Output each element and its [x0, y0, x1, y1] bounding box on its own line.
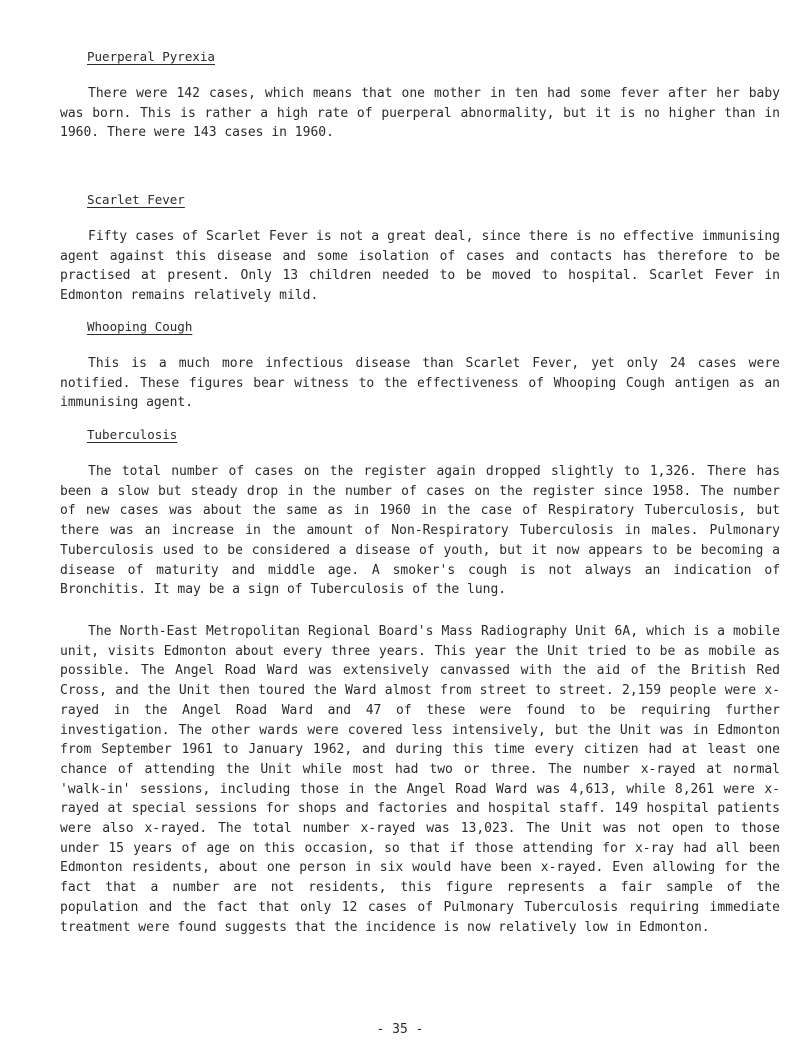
paragraph-tuberculosis-mass-radiography: The North-East Metropolitan Regional Board's Mass Radiography Unit 6A, which is a mobile unit, visits Edmonton about every three years. This year the Unit tried to be as mobile as possible. The Angel Road Ward was extensively canvassed with the aid of the British Red Cross, and the Unit then toured the Ward almost from street to street. 2,159 people were x-rayed in the Angel Road Ward and 47 of these were found to be requiring further investigation. The other wards were covered less intensively, but the Unit was in Edmonton from September 1961 to January 1962, and during this time every citizen had at least one chance of attending the Unit while most had two or three. The number x-rayed at normal 'walk-in' sessions, including those in the Angel Road Ward was 4,613, while 8,261 were x-rayed at special sessions for shops and factories and hospital staff. 149 hospital patients were also x-rayed. The total number x-rayed was 13,023. The Unit was not open to those under 15 years of age on this occasion, so that if those attending for x-ray had all been Edmonton residents, about one person in six would have been x-rayed. Even allowing for the fact that a number are not residents, this figure represents a fair sample of the population and the fact that only 12 cases of Pulmonary Tuberculosis requiring immediate treatment were found suggests that the incidence is now relatively low in Edmonton. — [60, 624, 780, 935]
paragraph-puerperal-pyrexia: There were 142 cases, which means that one mother in ten had some fever after her baby was born. This is rather a high rate of puerperal abnormality, but it is no higher than in 1960. There were 143 cases in 1960. — [60, 86, 780, 141]
heading-puerperal-pyrexia: Puerperal Pyrexia — [87, 49, 215, 64]
heading-tuberculosis: Tuberculosis — [87, 427, 178, 442]
paragraph-scarlet-fever: Fifty cases of Scarlet Fever is not a great deal, since there is no effective immunising agent against this disease and some isolation of cases and contacts has therefore to be practised at present. Only 13 children needed to be moved to hospital. Scarlet Fever in Edmonton remains relatively mild. — [60, 229, 780, 304]
heading-scarlet-fever: Scarlet Fever — [87, 192, 185, 207]
paragraph-whooping-cough: This is a much more infectious disease than Scarlet Fever, yet only 24 cases were notified. These figures bear witness to the effectiveness of Whooping Cough antigen as an immunising agent. — [60, 356, 780, 411]
paragraph-tuberculosis-register: The total number of cases on the register again dropped slightly to 1,326. There has been a slow but steady drop in the number of cases on the register since 1958. The number of new cases was about the same as in 1960 in the case of Respiratory Tuberculosis, but there was an increase in the amount of Non-Respiratory Tuberculosis in males. Pulmonary Tuberculosis used to be considered a disease of youth, but it now appears to be becoming a disease of maturity and middle age. A smoker's cough is not always an indication of Bronchitis. It may be a sign of Tuberculosis of the lung. — [60, 464, 780, 598]
page-number: - 35 - — [376, 1022, 424, 1037]
heading-whooping-cough: Whooping Cough — [87, 319, 193, 334]
